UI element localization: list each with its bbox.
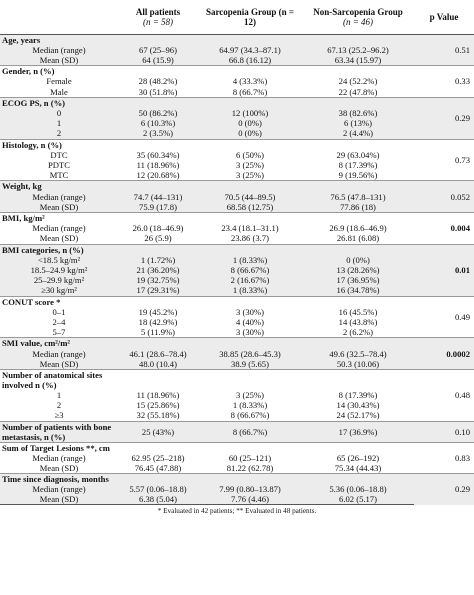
p-value: 0.0002	[414, 338, 474, 370]
empty-cell	[118, 244, 198, 255]
table-row	[0, 317, 474, 327]
row-label: 2	[0, 128, 118, 139]
empty-cell	[118, 181, 198, 192]
table-row	[0, 349, 474, 359]
cell-sarc: 38.85 (28.6–45.3)	[198, 349, 302, 359]
p-value: 0.49	[414, 296, 474, 338]
empty-cell	[198, 442, 302, 453]
cell-non: 16 (34.78%)	[302, 285, 414, 296]
cell-all: 74.7 (44–131)	[118, 192, 198, 202]
p-value: 0.052	[414, 181, 474, 213]
table-row	[0, 76, 474, 86]
section-row	[0, 97, 474, 108]
cell-sarc: 2 (16.67%)	[198, 275, 302, 285]
row-label: 0	[0, 108, 118, 118]
table-row	[0, 192, 474, 202]
row-label: Median (range)	[0, 45, 118, 55]
cell-all: 1 (1.72%)	[118, 255, 198, 265]
table-row	[0, 275, 474, 285]
row-label: Median (range)	[32, 452, 86, 463]
cell-non: 17 (36.95%)	[302, 275, 414, 285]
cell-sarc: 6 (50%)	[236, 149, 264, 160]
section-row	[0, 370, 474, 391]
row-label: 2–4	[52, 316, 66, 327]
table-row	[0, 285, 474, 296]
row-label: 5–7	[52, 327, 66, 338]
empty-cell	[198, 34, 302, 45]
cell-sarc: 3 (25%)	[236, 170, 264, 181]
cell-sarc: 3 (30%)	[236, 327, 264, 338]
empty-cell	[118, 296, 198, 307]
section-row	[0, 139, 474, 150]
p-value: 0.73	[414, 139, 474, 181]
cell-all: 11 (18.96%)	[136, 159, 180, 170]
section-label: Gender, n (%)	[0, 66, 118, 77]
cell-all: 35 (60.34%)	[136, 149, 180, 160]
row-label: Mean (SD)	[0, 55, 118, 66]
cell-non: 77.86 (18)	[302, 202, 414, 213]
row-label: 1	[0, 118, 118, 128]
cell-all: 6.38 (5.04)	[118, 494, 198, 505]
cell-all: 75.9 (17.8)	[118, 202, 198, 213]
cell-all: 50 (86.2%)	[118, 108, 198, 118]
cell-sarc: 8 (66.7%)	[232, 86, 268, 97]
row-label: MTC	[49, 170, 69, 181]
p-value: 0.51	[414, 34, 474, 66]
table-row	[0, 410, 474, 421]
cell-all: 30 (51.8%)	[138, 86, 178, 97]
header-all-sub: (n = 58)	[142, 16, 174, 27]
empty-cell	[198, 244, 302, 255]
cell-non: 2 (6.2%)	[342, 327, 374, 338]
cell-sarc: 81.22 (62.78)	[226, 462, 274, 473]
p-value: 0.83	[414, 442, 474, 473]
cell-all: 32 (55.18%)	[136, 410, 180, 421]
table-row	[0, 400, 474, 410]
table-header-row	[0, 0, 474, 34]
cell-non: 8 (17.39%)	[338, 390, 378, 400]
cell-all: 48.0 (10.4)	[118, 359, 198, 370]
empty-cell	[198, 370, 302, 391]
cell-non: 13 (28.26%)	[302, 265, 414, 275]
table-row	[0, 494, 474, 505]
cell-all: 28 (48.2%)	[138, 76, 178, 87]
cell-sarc: 68.58 (12.75)	[198, 202, 302, 213]
cell-all: 12 (20.68%)	[136, 170, 180, 181]
cell-non: 0 (0%)	[302, 255, 414, 265]
cell-sarc: 0 (0%)	[198, 128, 302, 139]
row-label: Mean (SD)	[0, 494, 118, 505]
empty-cell	[302, 181, 414, 192]
empty-cell	[198, 66, 302, 77]
empty-cell	[118, 212, 198, 223]
cell-non: 75.34 (44.43)	[334, 462, 382, 473]
p-value: 0.10	[414, 421, 474, 442]
row-label: Median (range)	[0, 192, 118, 202]
p-value: 0.29	[414, 97, 474, 139]
row-label: Mean (SD)	[0, 202, 118, 213]
table-row	[0, 108, 474, 118]
row-label: Male	[50, 86, 68, 97]
empty-cell	[198, 97, 302, 108]
table-row	[0, 453, 474, 463]
p-value: 0.33	[414, 66, 474, 98]
section-row	[0, 296, 474, 307]
cell-all: 26 (5.9)	[144, 233, 172, 244]
cell-non: 29 (63.04%)	[336, 149, 380, 160]
header-non-sarcopenia-sub: (n = 46)	[342, 16, 374, 27]
empty-cell	[302, 139, 414, 150]
section-label: BMI categories, n (%)	[0, 244, 118, 255]
cell-all: 11 (18.96%)	[136, 390, 180, 400]
empty-cell	[118, 34, 198, 45]
cell-non: 38 (82.6%)	[302, 108, 414, 118]
cell-non: 65 (26–192)	[336, 452, 380, 463]
p-value: 0.48	[414, 370, 474, 422]
cell-sarc: 23.4 (18.1–31.1)	[221, 223, 279, 234]
header-col-characteristic	[0, 0, 118, 34]
table-row	[0, 484, 474, 494]
header-col-sarcopenia	[198, 0, 302, 34]
section-row	[0, 421, 474, 442]
table-row	[0, 265, 474, 275]
row-label: PDTC	[48, 159, 70, 170]
row-label: Median (range)	[0, 349, 118, 359]
section-label: CONUT score *	[0, 296, 118, 307]
table-body	[0, 34, 474, 505]
empty-cell	[198, 338, 302, 349]
cell-non: 5.36 (0.06–18.8)	[302, 484, 414, 494]
cell-non: 22 (47.8%)	[338, 86, 378, 97]
row-label: Mean (SD)	[0, 359, 118, 370]
cell-sarc: 0 (0%)	[198, 118, 302, 128]
cell-non: 14 (43.8%)	[338, 316, 378, 327]
table-row	[0, 327, 474, 338]
empty-cell	[118, 139, 198, 150]
cell-sarc: 1 (8.33%)	[198, 285, 302, 296]
cell-all: 15 (25.86%)	[136, 400, 180, 411]
section-row	[0, 442, 474, 453]
cell-sarc: 1 (8.33%)	[198, 255, 302, 265]
header-col-non-sarcopenia	[302, 0, 414, 34]
cell-sarc: 38.9 (5.65)	[198, 359, 302, 370]
row-label: Median (range)	[0, 484, 118, 494]
empty-cell	[302, 66, 414, 77]
cell-sarc: 1 (8.33%)	[232, 400, 268, 411]
table-row	[0, 170, 474, 181]
table-row	[0, 128, 474, 139]
cell-sarc: 7.99 (0.80–13.87)	[198, 484, 302, 494]
table-row	[0, 160, 474, 170]
cell-all: 76.45 (47.88)	[134, 462, 182, 473]
cell-non: 16 (45.5%)	[338, 306, 378, 317]
header-sarcopenia-title: Sarcopenia Group (n = 12)	[205, 6, 295, 27]
section-row	[0, 34, 474, 45]
empty-cell	[302, 338, 414, 349]
section-label: Histology, n (%)	[0, 139, 118, 150]
empty-cell	[198, 139, 302, 150]
cell-sarc: 4 (40%)	[236, 316, 264, 327]
table-footnote: * Evaluated in 42 patients; ** Evaluated in 48 patients.	[157, 507, 317, 516]
row-label: 2	[56, 400, 62, 411]
empty-cell	[302, 442, 414, 453]
cell-all: 17 (29.31%)	[118, 285, 198, 296]
cell-sarc: 3 (25%)	[236, 390, 264, 400]
empty-cell	[198, 212, 302, 223]
row-label: DTC	[50, 149, 68, 160]
row-label: 1	[56, 390, 62, 400]
section-label: SMI value, cm²/m²	[0, 338, 118, 349]
empty-cell	[118, 474, 198, 485]
table-row	[0, 118, 474, 128]
row-label: <18.5 kg/m²	[0, 255, 118, 265]
section-label: Number of anatomical sites involved n (%)	[0, 370, 118, 391]
section-row	[0, 244, 474, 255]
section-row	[0, 66, 474, 77]
table-row	[0, 255, 474, 265]
row-label: Median (range)	[32, 223, 86, 234]
cell-non: 6.02 (5.17)	[302, 494, 414, 505]
section-label: Age, years	[0, 34, 118, 45]
cell-all: 2 (3.5%)	[118, 128, 198, 139]
cell-non: 14 (30.43%)	[336, 400, 380, 411]
section-label: BMI, kg/m²	[0, 212, 118, 223]
cell-non: 50.3 (10.06)	[302, 359, 414, 370]
row-label: ≥30 kg/m²	[0, 285, 118, 296]
table-row	[0, 223, 474, 233]
row-label: Mean (SD)	[39, 462, 79, 473]
row-label: 25–29.9 kg/m²	[0, 275, 118, 285]
table-row	[0, 55, 474, 66]
row-label: ≥3	[54, 410, 64, 421]
row-label: Mean (SD)	[39, 233, 79, 244]
section-label: Weight, kg	[0, 181, 118, 192]
cell-all: 67 (25–96)	[118, 45, 198, 55]
cell-non: 67.13 (25.2–96.2)	[302, 45, 414, 55]
cell-all: 19 (45.2%)	[138, 306, 178, 317]
cell-all: 5 (11.9%)	[140, 327, 176, 338]
cell-sarc: 7.76 (4.46)	[198, 494, 302, 505]
cell-sarc: 8 (66.67%)	[198, 265, 302, 275]
cell-non: 6 (13%)	[302, 118, 414, 128]
cell-all: 6 (10.3%)	[118, 118, 198, 128]
table-row	[0, 390, 474, 400]
table-row	[0, 463, 474, 474]
table-row	[0, 150, 474, 160]
empty-cell	[118, 66, 198, 77]
cell-all: 25 (43%)	[118, 421, 198, 442]
header-col-p-value: p Value	[414, 0, 474, 34]
cell-all: 5.57 (0.06–18.8)	[118, 484, 198, 494]
cell-non: 24 (52.2%)	[338, 76, 378, 87]
cell-non: 8 (17.39%)	[338, 159, 378, 170]
cell-all: 46.1 (28.6–78.4)	[118, 349, 198, 359]
cell-sarc: 8 (66.7%)	[198, 421, 302, 442]
cell-non: 76.5 (47.8–131)	[302, 192, 414, 202]
cell-non: 24 (52.17%)	[336, 410, 380, 421]
cell-non: 26.9 (18.6–46.9)	[329, 223, 387, 234]
row-label: Female	[46, 76, 72, 87]
empty-cell	[302, 370, 414, 391]
empty-cell	[302, 244, 414, 255]
row-label: 18.5–24.9 kg/m²	[0, 265, 118, 275]
cell-all: 18 (42.9%)	[138, 316, 178, 327]
cell-all: 19 (32.75%)	[118, 275, 198, 285]
empty-cell	[118, 442, 198, 453]
cell-sarc: 64.97 (34.3–87.1)	[198, 45, 302, 55]
cell-non: 49.6 (32.5–78.4)	[302, 349, 414, 359]
empty-cell	[302, 34, 414, 45]
section-row	[0, 212, 474, 223]
p-value: 0.29	[414, 474, 474, 505]
empty-cell	[302, 212, 414, 223]
row-label: 0–1	[52, 306, 66, 317]
cell-sarc: 60 (25–121)	[228, 452, 272, 463]
section-label: Number of patients with bone metastasis, n (%)	[0, 421, 118, 442]
cell-sarc: 23.86 (3.7)	[231, 233, 269, 244]
header-col-all-patients	[118, 0, 198, 34]
cell-non: 63.34 (15.97)	[302, 55, 414, 66]
cell-non: 9 (19.56%)	[338, 170, 378, 181]
section-row	[0, 338, 474, 349]
header-all-title: All patients	[135, 6, 181, 17]
empty-cell	[302, 296, 414, 307]
section-row	[0, 474, 474, 485]
table-row	[0, 233, 474, 244]
cell-non: 26.81 (6.08)	[336, 233, 380, 244]
empty-cell	[198, 296, 302, 307]
cell-all: 62.95 (25–218)	[131, 452, 185, 463]
section-label: Time since diagnosis, months	[0, 474, 118, 485]
section-label: ECOG PS, n (%)	[0, 97, 118, 108]
empty-cell	[118, 97, 198, 108]
empty-cell	[302, 97, 414, 108]
cell-sarc: 3 (25%)	[236, 159, 264, 170]
empty-cell	[302, 474, 414, 485]
cell-sarc: 8 (66.67%)	[230, 410, 270, 421]
section-label: Sum of Target Lesions **, cm	[0, 442, 118, 453]
table-row	[0, 307, 474, 317]
cell-sarc: 4 (33.3%)	[232, 76, 268, 87]
table-row	[0, 45, 474, 55]
empty-cell	[198, 474, 302, 485]
header-non-sarcopenia-title: Non-Sarcopenia Group	[313, 6, 403, 17]
cell-sarc: 66.8 (16.12)	[198, 55, 302, 66]
table-row	[0, 87, 474, 98]
cell-all: 21 (36.20%)	[118, 265, 198, 275]
p-value: 0.01	[414, 244, 474, 296]
cell-non: 2 (4.4%)	[302, 128, 414, 139]
empty-cell	[198, 181, 302, 192]
cell-sarc: 12 (100%)	[198, 108, 302, 118]
p-value: 0.004	[414, 212, 474, 244]
empty-cell	[118, 370, 198, 391]
cell-sarc: 70.5 (44–89.5)	[198, 192, 302, 202]
table-row	[0, 202, 474, 213]
table-row	[0, 359, 474, 370]
cell-non: 17 (36.9%)	[302, 421, 414, 442]
cell-sarc: 3 (30%)	[236, 306, 264, 317]
empty-cell	[118, 338, 198, 349]
cell-all: 64 (15.9)	[118, 55, 198, 66]
cell-all: 26.0 (18–46.9)	[132, 223, 184, 234]
section-row	[0, 181, 474, 192]
